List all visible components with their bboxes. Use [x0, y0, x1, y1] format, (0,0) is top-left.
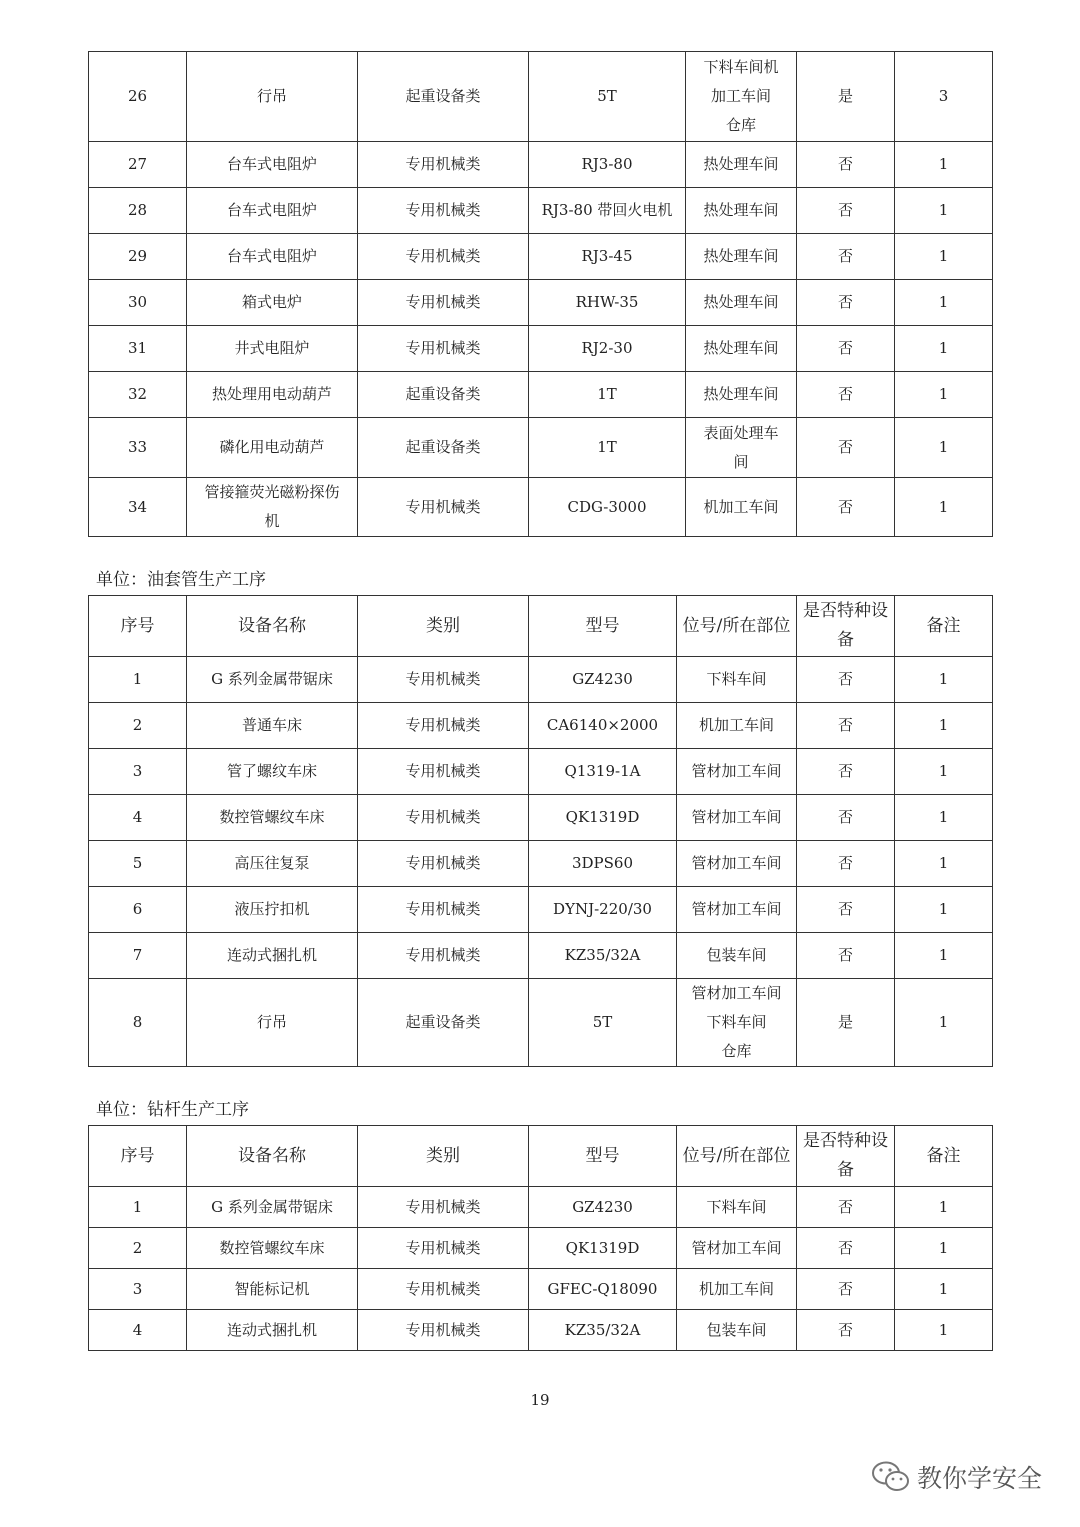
cell-category: 专用机械类	[358, 657, 529, 703]
cell-remark: 3	[895, 52, 993, 142]
cell-category: 专用机械类	[358, 887, 529, 933]
cell-no: 28	[89, 188, 187, 234]
cell-name: 井式电阻炉	[187, 326, 358, 372]
unit-label-casing-tubing: 单位：油套管生产工序	[96, 570, 266, 590]
cell-location: 热处理车间	[686, 234, 797, 280]
cell-model: GZ4230	[529, 1187, 677, 1228]
cell-remark: 1	[895, 979, 993, 1067]
cell-name: 台车式电阻炉	[187, 142, 358, 188]
cell-name: 液压拧扣机	[187, 887, 358, 933]
cell-location: 热处理车间	[686, 188, 797, 234]
cell-location: 热处理车间	[686, 326, 797, 372]
cell-no: 1	[89, 657, 187, 703]
cell-special: 是	[797, 979, 895, 1067]
cell-no: 33	[89, 418, 187, 478]
table-row	[89, 749, 993, 795]
table-row	[89, 1228, 993, 1269]
cell-name: G 系列金属带锯床	[187, 1187, 358, 1228]
cell-remark: 1	[895, 1187, 993, 1228]
cell-no: 27	[89, 142, 187, 188]
equipment-table-casing-tubing	[88, 595, 993, 1067]
cell-no: 2	[89, 1228, 187, 1269]
cell-location: 热处理车间	[686, 372, 797, 418]
cell-model: RHW-35	[529, 280, 686, 326]
cell-location: 机加工车间	[686, 478, 797, 537]
table-row	[89, 1187, 993, 1228]
wechat-icon	[871, 1460, 911, 1494]
cell-category: 起重设备类	[358, 418, 529, 478]
cell-remark: 1	[895, 749, 993, 795]
cell-location: 下料车间机 加工车间 仓库	[686, 52, 797, 142]
cell-category: 专用机械类	[358, 142, 529, 188]
cell-no: 4	[89, 795, 187, 841]
cell-name: 数控管螺纹车床	[187, 1228, 358, 1269]
cell-model: KZ35/32A	[529, 1310, 677, 1351]
cell-model: RJ3-45	[529, 234, 686, 280]
cell-name: 管接箍荧光磁粉探伤 机	[187, 478, 358, 537]
cell-location: 热处理车间	[686, 280, 797, 326]
cell-special: 否	[797, 234, 895, 280]
cell-special: 否	[797, 142, 895, 188]
cell-model: QK1319D	[529, 1228, 677, 1269]
header-model: 型号	[529, 1126, 677, 1187]
table-row	[89, 52, 993, 142]
cell-special: 否	[797, 280, 895, 326]
cell-location: 表面处理车 间	[686, 418, 797, 478]
cell-location: 机加工车间	[677, 703, 797, 749]
cell-location: 管材加工车间	[677, 887, 797, 933]
cell-name: 行吊	[187, 979, 358, 1067]
cell-category: 专用机械类	[358, 1310, 529, 1351]
table-row	[89, 979, 993, 1067]
cell-model: CDG-3000	[529, 478, 686, 537]
header-no: 序号	[89, 596, 187, 657]
cell-category: 专用机械类	[358, 280, 529, 326]
cell-remark: 1	[895, 841, 993, 887]
cell-name: G 系列金属带锯床	[187, 657, 358, 703]
header-model: 型号	[529, 596, 677, 657]
cell-location: 管材加工车间 下料车间 仓库	[677, 979, 797, 1067]
table-row	[89, 841, 993, 887]
cell-name: 普通车床	[187, 703, 358, 749]
cell-remark: 1	[895, 703, 993, 749]
table-row	[89, 1310, 993, 1351]
cell-category: 专用机械类	[358, 933, 529, 979]
cell-model: KZ35/32A	[529, 933, 677, 979]
table-row	[89, 478, 993, 537]
table-row	[89, 142, 993, 188]
page-number: 19	[530, 1391, 550, 1409]
cell-model: RJ3-80 带回火电机	[529, 188, 686, 234]
cell-category: 起重设备类	[358, 979, 529, 1067]
cell-name: 箱式电炉	[187, 280, 358, 326]
cell-model: 1T	[529, 418, 686, 478]
cell-model: GFEC-Q18090	[529, 1269, 677, 1310]
cell-special: 否	[797, 887, 895, 933]
cell-no: 8	[89, 979, 187, 1067]
equipment-table-continued	[88, 51, 993, 537]
header-location: 位号/所在部位	[677, 1126, 797, 1187]
cell-location: 机加工车间	[677, 1269, 797, 1310]
header-remark: 备注	[895, 1126, 993, 1187]
cell-location: 管材加工车间	[677, 795, 797, 841]
table-header-row	[89, 596, 993, 657]
cell-no: 30	[89, 280, 187, 326]
cell-remark: 1	[895, 478, 993, 537]
table-row	[89, 887, 993, 933]
cell-no: 2	[89, 703, 187, 749]
cell-no: 7	[89, 933, 187, 979]
cell-name: 行吊	[187, 52, 358, 142]
cell-no: 31	[89, 326, 187, 372]
cell-remark: 1	[895, 418, 993, 478]
cell-name: 数控管螺纹车床	[187, 795, 358, 841]
cell-category: 专用机械类	[358, 478, 529, 537]
cell-category: 专用机械类	[358, 749, 529, 795]
cell-special: 否	[797, 657, 895, 703]
cell-name: 台车式电阻炉	[187, 234, 358, 280]
cell-special: 否	[797, 418, 895, 478]
cell-location: 管材加工车间	[677, 749, 797, 795]
cell-name: 台车式电阻炉	[187, 188, 358, 234]
cell-model: 5T	[529, 979, 677, 1067]
cell-remark: 1	[895, 795, 993, 841]
cell-remark: 1	[895, 188, 993, 234]
cell-location: 热处理车间	[686, 142, 797, 188]
cell-no: 1	[89, 1187, 187, 1228]
cell-category: 专用机械类	[358, 1269, 529, 1310]
header-no: 序号	[89, 1126, 187, 1187]
cell-no: 34	[89, 478, 187, 537]
cell-remark: 1	[895, 234, 993, 280]
cell-category: 专用机械类	[358, 234, 529, 280]
cell-special: 否	[797, 795, 895, 841]
cell-special: 是	[797, 52, 895, 142]
cell-name: 高压往复泵	[187, 841, 358, 887]
cell-location: 下料车间	[677, 1187, 797, 1228]
cell-remark: 1	[895, 933, 993, 979]
cell-no: 32	[89, 372, 187, 418]
table-row	[89, 188, 993, 234]
cell-model: DYNJ-220/30	[529, 887, 677, 933]
cell-model: 1T	[529, 372, 686, 418]
table-row	[89, 1269, 993, 1310]
table-row	[89, 234, 993, 280]
cell-special: 否	[797, 478, 895, 537]
cell-no: 3	[89, 1269, 187, 1310]
cell-name: 磷化用电动葫芦	[187, 418, 358, 478]
cell-no: 4	[89, 1310, 187, 1351]
cell-model: 5T	[529, 52, 686, 142]
cell-remark: 1	[895, 142, 993, 188]
cell-special: 否	[797, 1310, 895, 1351]
watermark-text: 教你学安全	[916, 1464, 1042, 1493]
cell-model: RJ3-80	[529, 142, 686, 188]
table-row	[89, 326, 993, 372]
equipment-table-drill-pipe	[88, 1125, 993, 1351]
cell-name: 热处理用电动葫芦	[187, 372, 358, 418]
cell-no: 5	[89, 841, 187, 887]
header-remark: 备注	[895, 596, 993, 657]
cell-model: GZ4230	[529, 657, 677, 703]
header-name: 设备名称	[187, 1126, 358, 1187]
watermark	[871, 1459, 1042, 1495]
cell-remark: 1	[895, 657, 993, 703]
cell-remark: 1	[895, 1269, 993, 1310]
cell-remark: 1	[895, 1228, 993, 1269]
cell-special: 否	[797, 188, 895, 234]
table-row	[89, 418, 993, 478]
cell-name: 连动式捆扎机	[187, 1310, 358, 1351]
cell-remark: 1	[895, 1310, 993, 1351]
cell-category: 专用机械类	[358, 1187, 529, 1228]
table-row	[89, 372, 993, 418]
cell-model: QK1319D	[529, 795, 677, 841]
header-name: 设备名称	[187, 596, 358, 657]
table-row	[89, 795, 993, 841]
cell-name: 智能标记机	[187, 1269, 358, 1310]
cell-name: 连动式捆扎机	[187, 933, 358, 979]
header-category: 类别	[358, 596, 529, 657]
cell-location: 下料车间	[677, 657, 797, 703]
cell-special: 否	[797, 1269, 895, 1310]
table-row	[89, 280, 993, 326]
cell-no: 3	[89, 749, 187, 795]
cell-name: 管了螺纹车床	[187, 749, 358, 795]
cell-no: 6	[89, 887, 187, 933]
cell-special: 否	[797, 372, 895, 418]
cell-no: 29	[89, 234, 187, 280]
cell-special: 否	[797, 749, 895, 795]
cell-location: 管材加工车间	[677, 841, 797, 887]
header-location: 位号/所在部位	[677, 596, 797, 657]
cell-special: 否	[797, 933, 895, 979]
cell-remark: 1	[895, 326, 993, 372]
cell-location: 包装车间	[677, 1310, 797, 1351]
cell-category: 起重设备类	[358, 52, 529, 142]
cell-model: CA6140×2000	[529, 703, 677, 749]
cell-location: 管材加工车间	[677, 1228, 797, 1269]
unit-label-drill-pipe: 单位：钻杆生产工序	[96, 1100, 249, 1120]
cell-model: Q1319-1A	[529, 749, 677, 795]
table-header-row	[89, 1126, 993, 1187]
header-special: 是否特种设备	[797, 1126, 895, 1187]
cell-category: 专用机械类	[358, 795, 529, 841]
cell-special: 否	[797, 703, 895, 749]
cell-special: 否	[797, 1228, 895, 1269]
cell-remark: 1	[895, 372, 993, 418]
cell-special: 否	[797, 326, 895, 372]
header-category: 类别	[358, 1126, 529, 1187]
cell-category: 专用机械类	[358, 326, 529, 372]
cell-category: 专用机械类	[358, 1228, 529, 1269]
cell-no: 26	[89, 52, 187, 142]
table-row	[89, 657, 993, 703]
cell-location: 包装车间	[677, 933, 797, 979]
table-row	[89, 933, 993, 979]
cell-category: 专用机械类	[358, 188, 529, 234]
cell-model: 3DPS60	[529, 841, 677, 887]
cell-remark: 1	[895, 280, 993, 326]
cell-category: 起重设备类	[358, 372, 529, 418]
cell-category: 专用机械类	[358, 841, 529, 887]
cell-special: 否	[797, 841, 895, 887]
table-row	[89, 703, 993, 749]
cell-category: 专用机械类	[358, 703, 529, 749]
header-special: 是否特种设备	[797, 596, 895, 657]
cell-special: 否	[797, 1187, 895, 1228]
cell-remark: 1	[895, 887, 993, 933]
cell-model: RJ2-30	[529, 326, 686, 372]
